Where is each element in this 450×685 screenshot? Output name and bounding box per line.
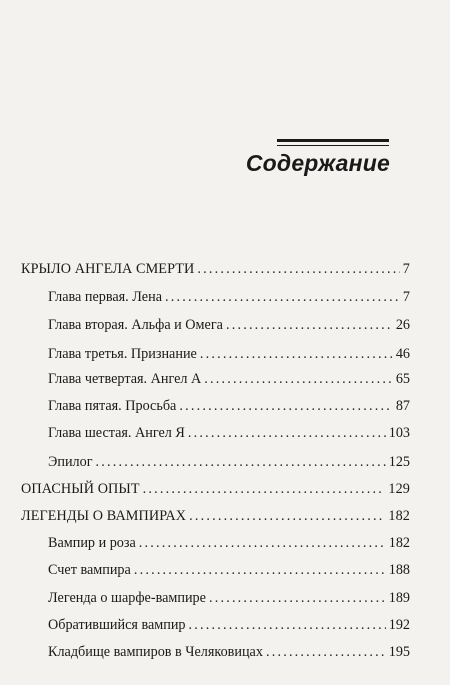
dot-leader [209, 590, 386, 607]
toc-entry-page: 87 [395, 398, 410, 414]
toc-entry[interactable] [48, 317, 410, 334]
toc-entry[interactable] [48, 535, 410, 552]
toc-entry-title: Глава вторая. Альфа и Омега [48, 317, 223, 333]
heading-rule-thin [277, 145, 389, 146]
dot-leader [197, 261, 399, 278]
page-title: Содержание [245, 150, 390, 176]
toc-entry-title: КРЫЛО АНГЕЛА СМЕРТИ [21, 261, 195, 277]
toc-entry[interactable] [48, 289, 410, 306]
toc-entry-page: 7 [402, 289, 410, 305]
toc-entry-page: 182 [388, 508, 410, 524]
toc-entry-title: Эпилог [48, 454, 93, 470]
toc-entry[interactable] [21, 261, 410, 278]
toc-entry-page: 189 [388, 590, 410, 606]
toc-entry-title: ЛЕГЕНДЫ О ВАМПИРАХ [21, 508, 187, 524]
dot-leader [189, 508, 385, 525]
toc-entry-title: ОПАСНЫЙ ОПЫТ [21, 481, 140, 497]
toc-entry-title: Глава шестая. Ангел Я [48, 425, 185, 441]
toc-entry-page: 65 [395, 371, 410, 387]
toc-entry[interactable] [48, 590, 410, 607]
toc-entry-title: Легенда о шарфе-вампире [48, 590, 206, 606]
dot-leader [204, 371, 393, 388]
toc-entry[interactable] [48, 371, 410, 388]
toc-entry-title: Кладбище вампиров в Челяковицах [48, 644, 263, 660]
dot-leader [179, 398, 392, 415]
heading-rule-thick [277, 139, 389, 142]
dot-leader [266, 644, 386, 661]
toc-entry-page: 195 [388, 644, 410, 660]
dot-leader [134, 562, 386, 579]
toc-entry-title: Глава пятая. Просьба [48, 398, 177, 414]
toc-entry[interactable] [48, 644, 410, 661]
toc-entry-page: 26 [395, 317, 410, 333]
dot-leader [200, 346, 393, 363]
toc-entry-title: Вампир и роза [48, 535, 136, 551]
toc-entry-title: Глава четвертая. Ангел А [48, 371, 202, 387]
toc-entry[interactable] [48, 454, 410, 471]
dot-leader [189, 617, 386, 634]
dot-leader [188, 425, 386, 442]
toc-entry[interactable] [48, 346, 410, 363]
toc-entry-page: 192 [388, 617, 410, 633]
toc-entry-page: 129 [388, 481, 410, 497]
dot-leader [143, 481, 386, 498]
toc-entry-title: Счет вампира [48, 562, 131, 578]
toc-entry[interactable] [48, 562, 410, 579]
toc-entry-page: 188 [388, 562, 410, 578]
toc-entry-page: 125 [388, 454, 410, 470]
dot-leader [139, 535, 386, 552]
dot-leader [165, 289, 400, 306]
toc-entry-title: Глава первая. Лена [48, 289, 162, 305]
toc-entry-title: Глава третья. Признание [48, 346, 197, 362]
toc-entry-title: Обратившийся вампир [48, 617, 186, 633]
toc-entry[interactable] [48, 398, 410, 415]
toc-entry-page: 7 [402, 261, 410, 277]
dot-leader [96, 454, 386, 471]
toc-entry[interactable] [21, 508, 410, 525]
toc-entry-page: 182 [388, 535, 410, 551]
toc-entry[interactable] [21, 481, 410, 498]
toc-entry[interactable] [48, 617, 410, 634]
dot-leader [226, 317, 393, 334]
toc-entry[interactable] [48, 425, 410, 442]
toc-entry-page: 46 [395, 346, 410, 362]
toc-entry-page: 103 [388, 425, 410, 441]
